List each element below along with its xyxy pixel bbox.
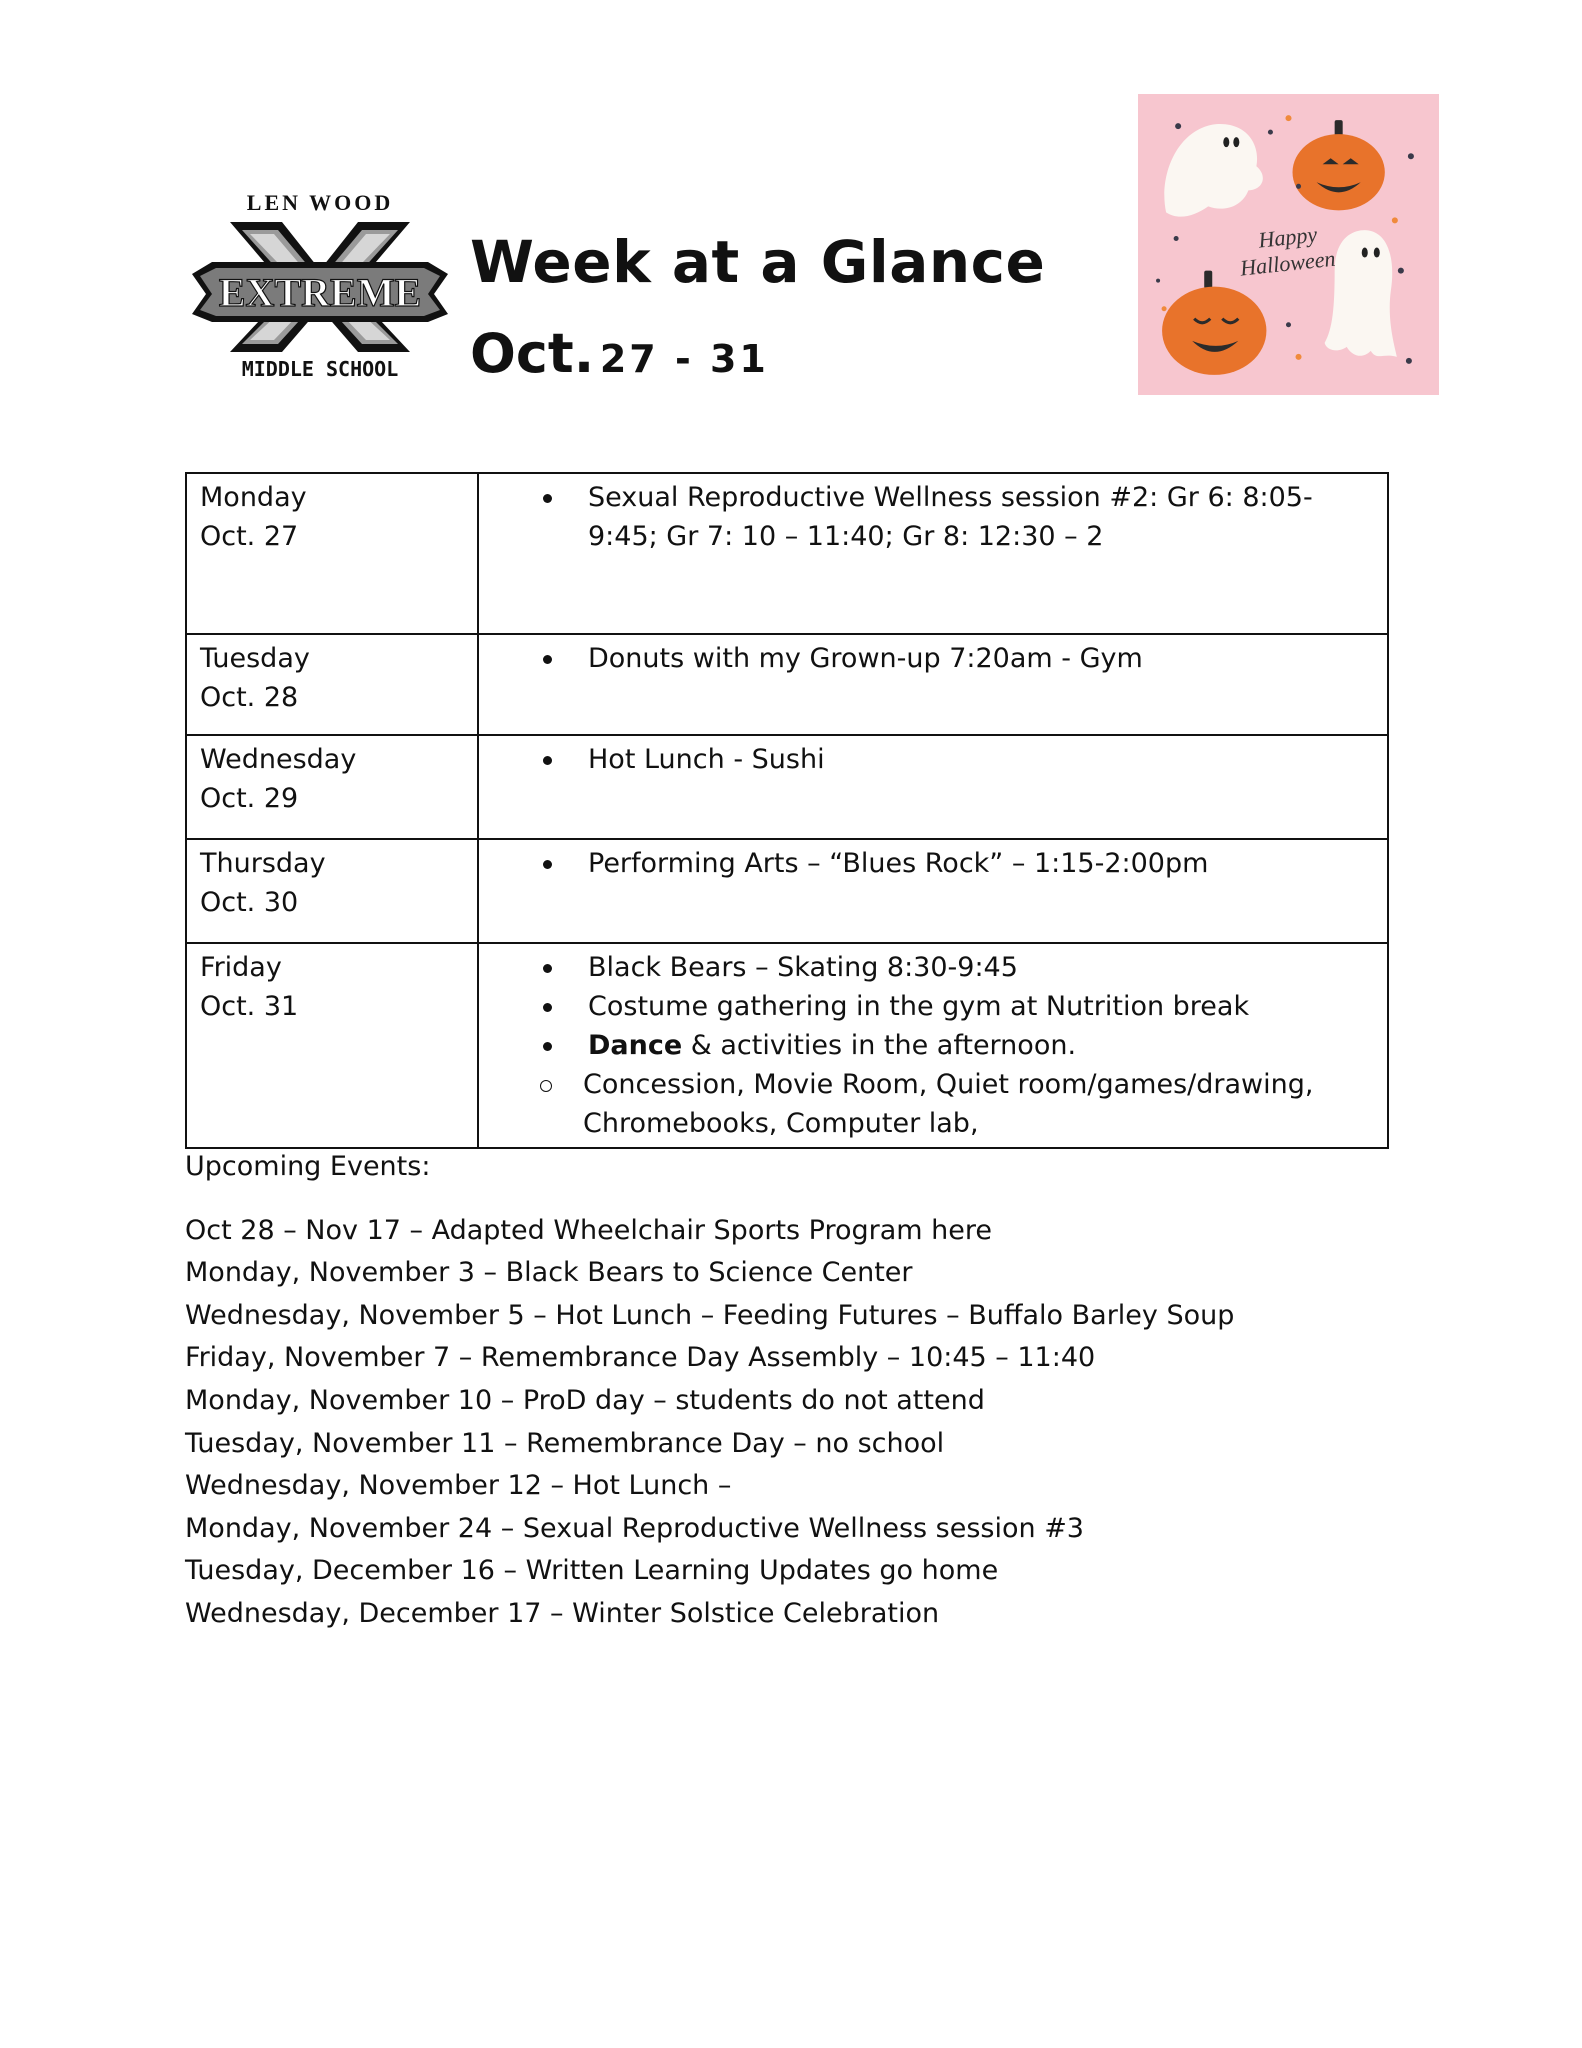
page-title: Week at a Glance [470, 228, 1046, 296]
day-name: Tuesday [200, 643, 310, 674]
event-line: Oct 28 – Nov 17 – Adapted Wheelchair Sports Program here [185, 1214, 993, 1246]
event-line: Wednesday, November 12 – Hot Lunch – [185, 1470, 732, 1502]
table-row [186, 839, 1388, 943]
day-cell [186, 735, 478, 839]
event-line: Wednesday, December 17 – Winter Solstice Celebration [185, 1597, 940, 1629]
list-item: Hot Lunch - Sushi [588, 740, 1375, 779]
list-item: Donuts with my Grown-up 7:20am - Gym [588, 639, 1375, 678]
event-line: Wednesday, November 5 – Hot Lunch – Feeding Futures – Buffalo Barley Soup [185, 1299, 1235, 1331]
day-date: Oct. 29 [200, 783, 299, 814]
events-cell [478, 735, 1388, 839]
list-item: Performing Arts – “Blues Rock” – 1:15-2:00pm [588, 844, 1375, 883]
day-cell [186, 943, 478, 1148]
logo-bottom-text: MIDDLE SCHOOL [241, 357, 399, 381]
sub-list-item: Concession, Movie Room, Quiet room/games/drawing, Chromebooks, Computer lab, [583, 1065, 1375, 1143]
event-line: Monday, November 10 – ProD day – students do not attend [185, 1384, 985, 1416]
list-item: Black Bears – Skating 8:30-9:45 [588, 948, 1375, 987]
date-range-heading [470, 322, 769, 385]
list-item: Sexual Reproductive Wellness session #2: Gr 6: 8:05-9:45; Gr 7: 10 – 11:40; Gr 8: 12:30 – 2 [588, 478, 1375, 556]
upcoming-events [185, 1146, 1435, 1636]
day-name: Friday [200, 952, 282, 983]
day-cell [186, 473, 478, 634]
table-row [186, 735, 1388, 839]
table-row [186, 473, 1388, 634]
events-cell [478, 943, 1388, 1148]
day-date: Oct. 28 [200, 682, 299, 713]
table-row [186, 943, 1388, 1148]
halloween-text-halloween: Halloween [1238, 245, 1337, 281]
week-schedule-table [185, 472, 1389, 1149]
upcoming-heading: Upcoming Events: [185, 1151, 431, 1182]
events-cell [478, 473, 1388, 634]
day-date: Oct. 31 [200, 991, 299, 1022]
day-name: Wednesday [200, 744, 357, 775]
date-month: Oct. [470, 322, 595, 385]
event-line: Monday, November 24 – Sexual Reproductive Wellness session #3 [185, 1512, 1084, 1544]
day-name: Monday [200, 482, 307, 513]
logo-main-text: EXTREME [218, 270, 422, 315]
event-line: Monday, November 3 – Black Bears to Science Center [185, 1257, 913, 1289]
dance-detail: & activities in the afternoon. [682, 1030, 1077, 1061]
day-date: Oct. 27 [200, 521, 299, 552]
happy-halloween-image [1138, 94, 1439, 395]
list-item [588, 1026, 1375, 1065]
halloween-text-happy: Happy [1257, 221, 1319, 253]
event-line: Tuesday, November 11 – Remembrance Day – no school [185, 1427, 945, 1459]
day-name: Thursday [200, 848, 326, 879]
table-row [186, 634, 1388, 735]
day-cell [186, 839, 478, 943]
events-cell [478, 634, 1388, 735]
event-line: Friday, November 7 – Remembrance Day Assembly – 10:45 – 11:40 [185, 1342, 1096, 1374]
school-logo [190, 192, 450, 382]
day-date: Oct. 30 [200, 887, 299, 918]
logo-top-text: LEN WOOD [246, 192, 394, 215]
date-range: 27 - 31 [599, 337, 769, 381]
events-cell [478, 839, 1388, 943]
event-line: Tuesday, December 16 – Written Learning Updates go home [185, 1555, 999, 1587]
dance-label: Dance [588, 1030, 683, 1061]
list-item: Costume gathering in the gym at Nutrition break [588, 987, 1375, 1026]
day-cell [186, 634, 478, 735]
